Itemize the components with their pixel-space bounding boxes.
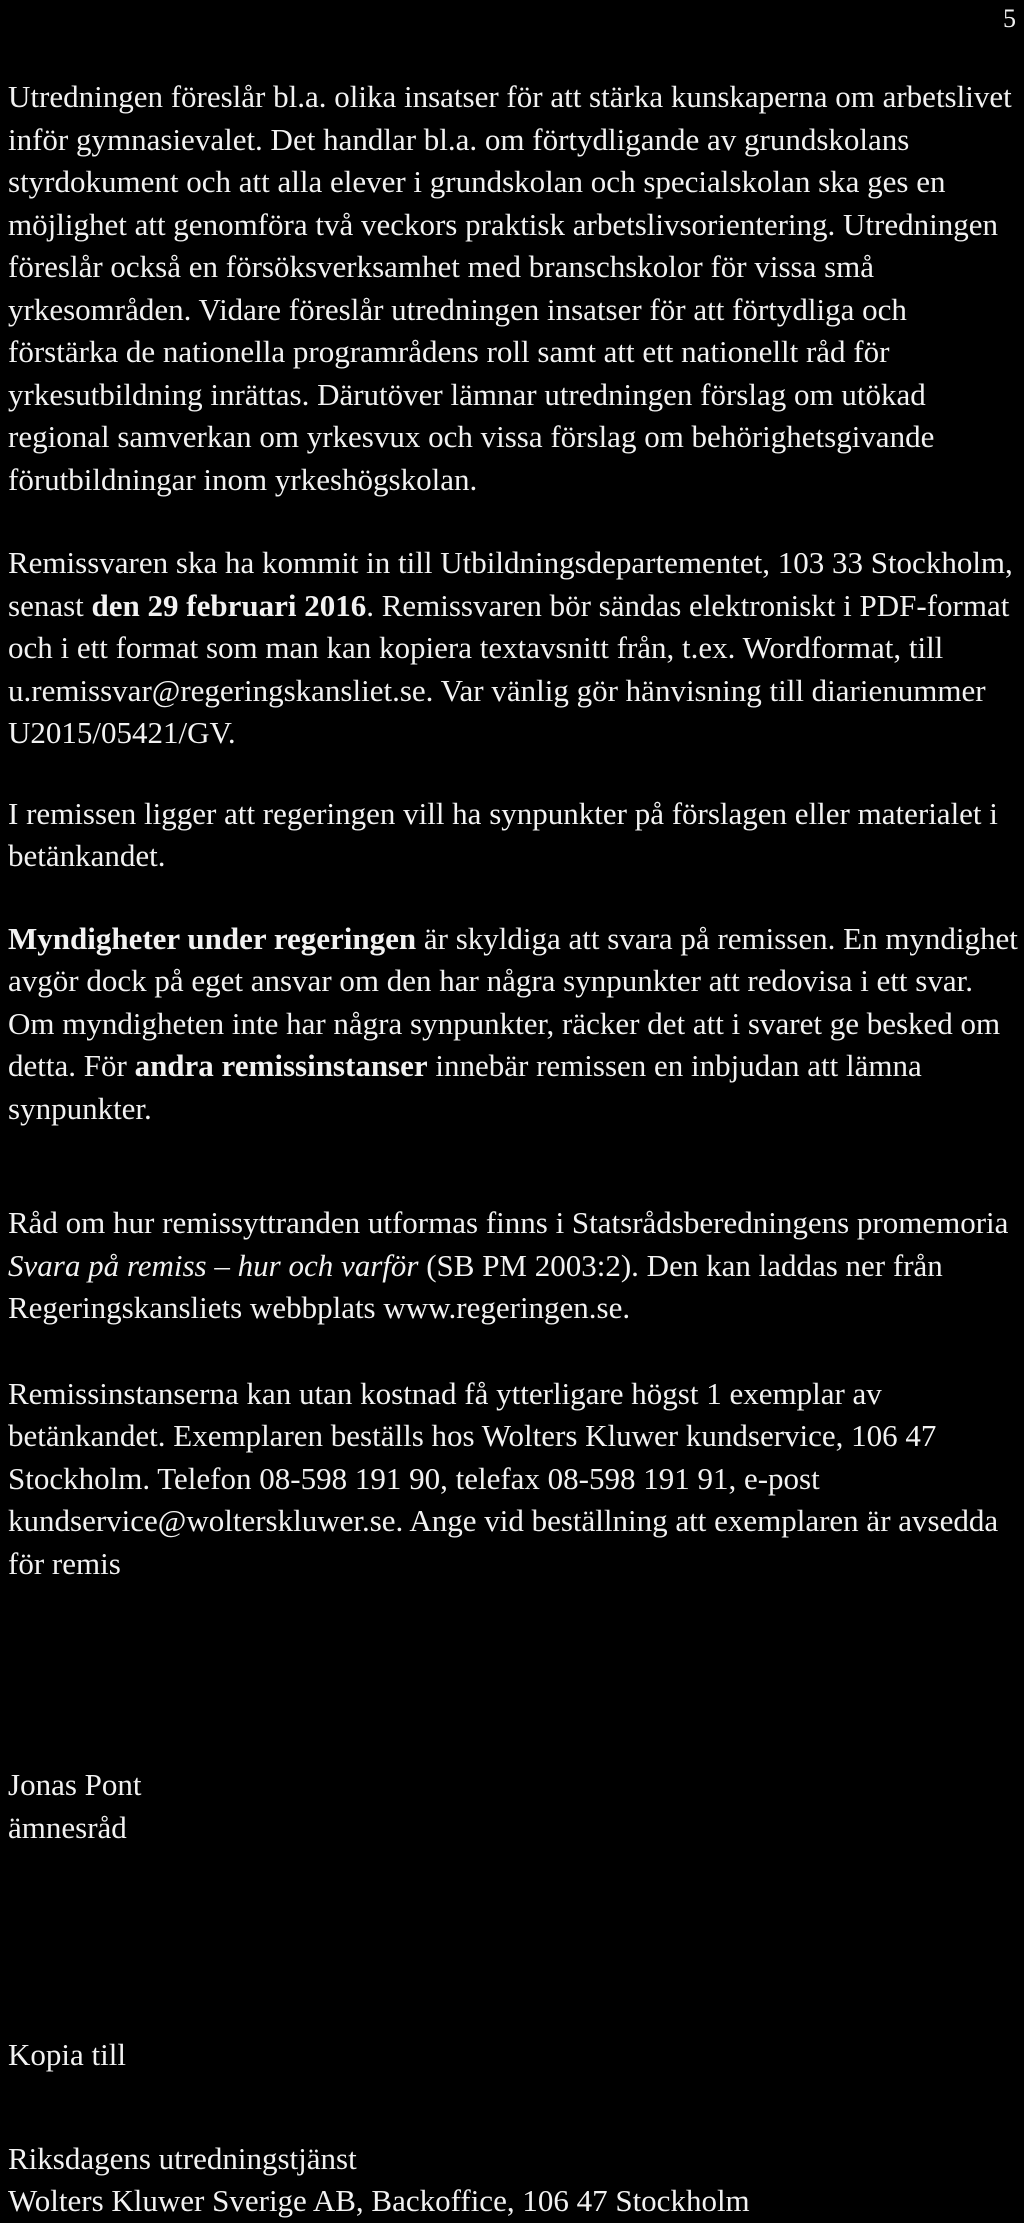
paragraph-submission-instructions	[8, 542, 1020, 755]
signatory-name: Jonas Pont	[8, 1767, 142, 1802]
document-body	[8, 76, 1020, 2223]
paragraph-obligations	[8, 918, 1020, 1131]
recipient-item: Wolters Kluwer Sverige AB, Backoffice, 106 47 Stockholm	[8, 2183, 750, 2218]
recipient-item: Riksdagens utredningstjänst	[8, 2140, 357, 2176]
paragraph-ordering-info: Remissinstanserna kan utan kostnad få ytterligare högst 1 exemplar av betänkandet. Exemplaren beställs hos Wolters Kluwer kundservice, 106 47 Stockholm. Telefon 08-598 191 90, telefax 08-598 191 91, e-post kundservice@wolterskluwer.se. Ange vid beställning att exemplaren är avsedda för remis	[8, 1375, 999, 1581]
paragraph-guidance	[8, 1202, 1020, 1330]
obligations-text-1: är skyldiga att svara på remissen. En myndighet avgör dock på eget ansvar om den har några synpunkter att redovisa i ett svar. Om myndigheten inte har några synpunkter, räcker det att i svaret ge besked om detta. För	[8, 920, 1018, 1083]
page-number: 5	[1003, 4, 1016, 33]
obligations-text-2: innebär remissen en inbjudan att lämna synpunkter.	[8, 1048, 922, 1126]
submission-deadline: den 29 februari 2016	[91, 587, 367, 623]
submission-text-after: . Remissvaren bör sändas elektroniskt i PDF-format och i ett format som man kan kopiera textavsnitt från, t.ex. Wordformat, till u.remissvar@regeringskansliet.se. Var vänlig gör hänvisning till diarienummer U2015/05421/GV.	[8, 587, 1010, 750]
other-instances-label: andra remissinstanser	[134, 1048, 428, 1083]
signatory-title: ämnesråd	[8, 1809, 127, 1845]
guidance-publication-title: Svara på remiss – hur och varför	[8, 1247, 419, 1283]
paragraph-remiss-purpose: I remissen ligger att regeringen vill ha synpunkter på förslagen eller materialet i betänkandet.	[8, 795, 998, 873]
copy-recipients-list	[8, 2138, 1020, 2223]
guidance-text-before: Råd om hur remissyttranden utformas finns i Statsrådsberedningens promemoria	[8, 1205, 1009, 1240]
paragraph-proposal-summary: Utredningen föreslår bl.a. olika insatser för att stärka kunskaperna om arbetslivet inför gymnasievalet. Det handlar bl.a. om förtydligande av grundskolans styrdokument och att alla elever i grundskolan och specialskolan ska ges en möjlighet att genomföra två veckors praktisk arbetslivsorientering. Utredningen föreslår också en försöksverksamhet med branschskolor för vissa små yrkesområden. Vidare föreslår utredningen insatser för att förtydliga och förstärka de nationella programrådens roll samt att ett nationellt råd för yrkesutbildning inrättas. Därutöver lämnar utredningen förslag om utökad regional samverkan om yrkesvux och vissa förslag om behörighetsgivande förutbildningar inom yrkeshögskolan.	[8, 79, 1012, 497]
signature-block	[8, 1764, 1020, 1849]
submission-text-before: Remissvaren ska ha kommit in till Utbildningsdepartementet, 103 33 Stockholm, senast	[8, 545, 1013, 623]
authorities-label: Myndigheter under regeringen	[8, 920, 417, 956]
guidance-text-after: (SB PM 2003:2). Den kan laddas ner från Regeringskansliets webbplats www.regeringen.se.	[8, 1247, 943, 1325]
copy-to-heading: Kopia till	[8, 2037, 126, 2072]
